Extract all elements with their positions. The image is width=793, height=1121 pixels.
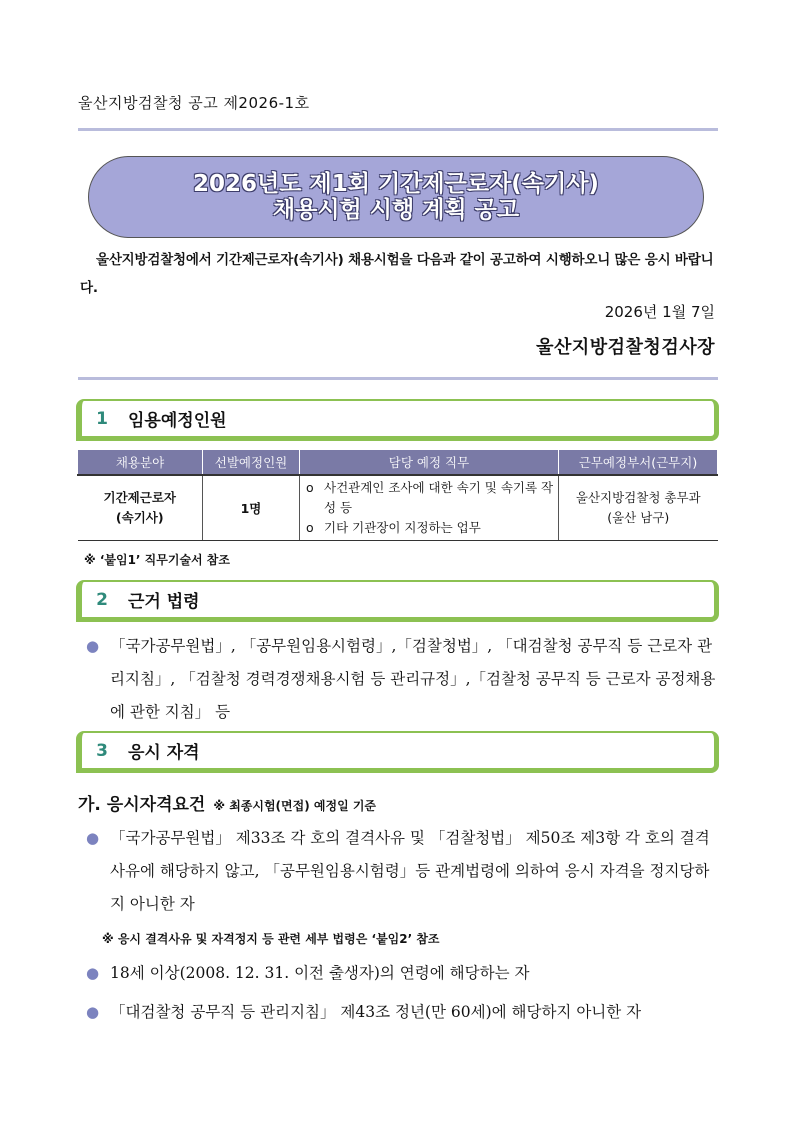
section-header-3 [76, 731, 719, 773]
bullet-icon: ● [86, 1003, 100, 1021]
title-line2: 채용시험 시행 계획 공고 [272, 197, 520, 223]
subhead-note: ※ 최종시험(면접) 예정일 기준 [213, 799, 377, 813]
col-header-duty: 담당 예정 직무 [300, 450, 559, 475]
qualification-item-2 [86, 957, 718, 990]
dept-line2: (울산 남구) [607, 509, 670, 525]
staffing-table [77, 449, 718, 541]
issuer-name: 울산지방검찰청검사장 [536, 337, 715, 358]
dept-line1: 울산지방검찰청 총무과 [575, 489, 701, 505]
duty-text: 기타 기관장이 지정하는 업무 [324, 519, 481, 535]
field-line1: 기간제근로자 [103, 489, 176, 505]
section-number: 3 [96, 740, 108, 761]
bullet-icon: ● [86, 637, 100, 655]
col-header-field: 채용분야 [78, 450, 203, 475]
section-label: 근거 법령 [128, 592, 200, 612]
section-label: 응시 자격 [128, 743, 200, 763]
bullet-icon: ● [86, 964, 100, 982]
cell-count: 1명 [203, 475, 300, 541]
duty-item [306, 518, 558, 538]
qualification-item-1 [86, 822, 718, 921]
cell-dept [559, 475, 718, 541]
qualification-item-3 [86, 996, 718, 1029]
duty-text: 사건관계인 조사에 대한 속기 및 속기록 작성 등 [324, 479, 554, 515]
duty-bullet: ο [306, 479, 314, 495]
divider-top [78, 128, 718, 131]
duty-description-note: ※ ‘붙임1’ 직무기술서 참조 [84, 553, 230, 567]
section-header-2 [76, 580, 719, 622]
cell-field [78, 475, 203, 541]
laws-paragraph [86, 630, 718, 729]
duty-bullet: ο [306, 519, 314, 535]
col-header-dept: 근무예정부서(근무지) [559, 450, 718, 475]
title-banner [88, 156, 704, 238]
notice-date: 2026년 1월 7일 [604, 303, 715, 321]
section-number: 1 [96, 408, 108, 429]
qualification-text: 「대검찰청 공무직 등 관리지침」 제43조 정년(만 60세)에 해당하지 아니한 자 [110, 1003, 642, 1021]
table-header-row [78, 450, 718, 475]
qualification-subhead [78, 790, 376, 815]
cell-duty [300, 475, 559, 541]
duty-item [306, 478, 558, 518]
notice-number: 울산지방검찰청 공고 제2026-1호 [78, 94, 310, 112]
bullet-icon: ● [86, 829, 100, 847]
qualification-text: 「국가공무원법」 제33조 각 호의 결격사유 및 「검찰청법」 제50조 제3항 각 호의 결격사유에 해당하지 않고, 「공무원임용시험령」등 관계법령에 의하여 응시 자격을 정지당하지 아니한 자 [110, 829, 710, 913]
title-line1: 2026년도 제1회 기간제근로자(속기사) [193, 171, 599, 197]
section-header-1 [76, 399, 719, 441]
table-row [78, 475, 718, 541]
subhead-title: 가. 응시자격요건 [78, 795, 206, 815]
qualification-text: 18세 이상(2008. 12. 31. 이전 출생자)의 연령에 해당하는 자 [110, 964, 530, 982]
field-line2: (속기사) [115, 509, 164, 525]
disqualification-note: ※ 응시 결격사유 및 자격정지 등 관련 세부 법령은 ‘붙임2’ 참조 [102, 932, 440, 946]
intro-text: 울산지방검찰청에서 기간제근로자(속기사) 채용시험을 다음과 같이 공고하여 시행하오니 많은 응시 바랍니다. [80, 252, 714, 296]
col-header-count: 선발예정인원 [203, 450, 300, 475]
section-label: 임용예정인원 [128, 411, 227, 431]
section-number: 2 [96, 589, 108, 610]
divider-bottom [78, 377, 718, 380]
laws-text: 「국가공무원법」, 「공무원임용시험령」,「검찰청법」, 「대검찰청 공무직 등 근로자 관리지침」, 「검찰청 경력경쟁채용시험 등 관리규정」,「검찰청 공무직 등 근로자 공정채용에 관한 지침」 등 [110, 637, 716, 721]
